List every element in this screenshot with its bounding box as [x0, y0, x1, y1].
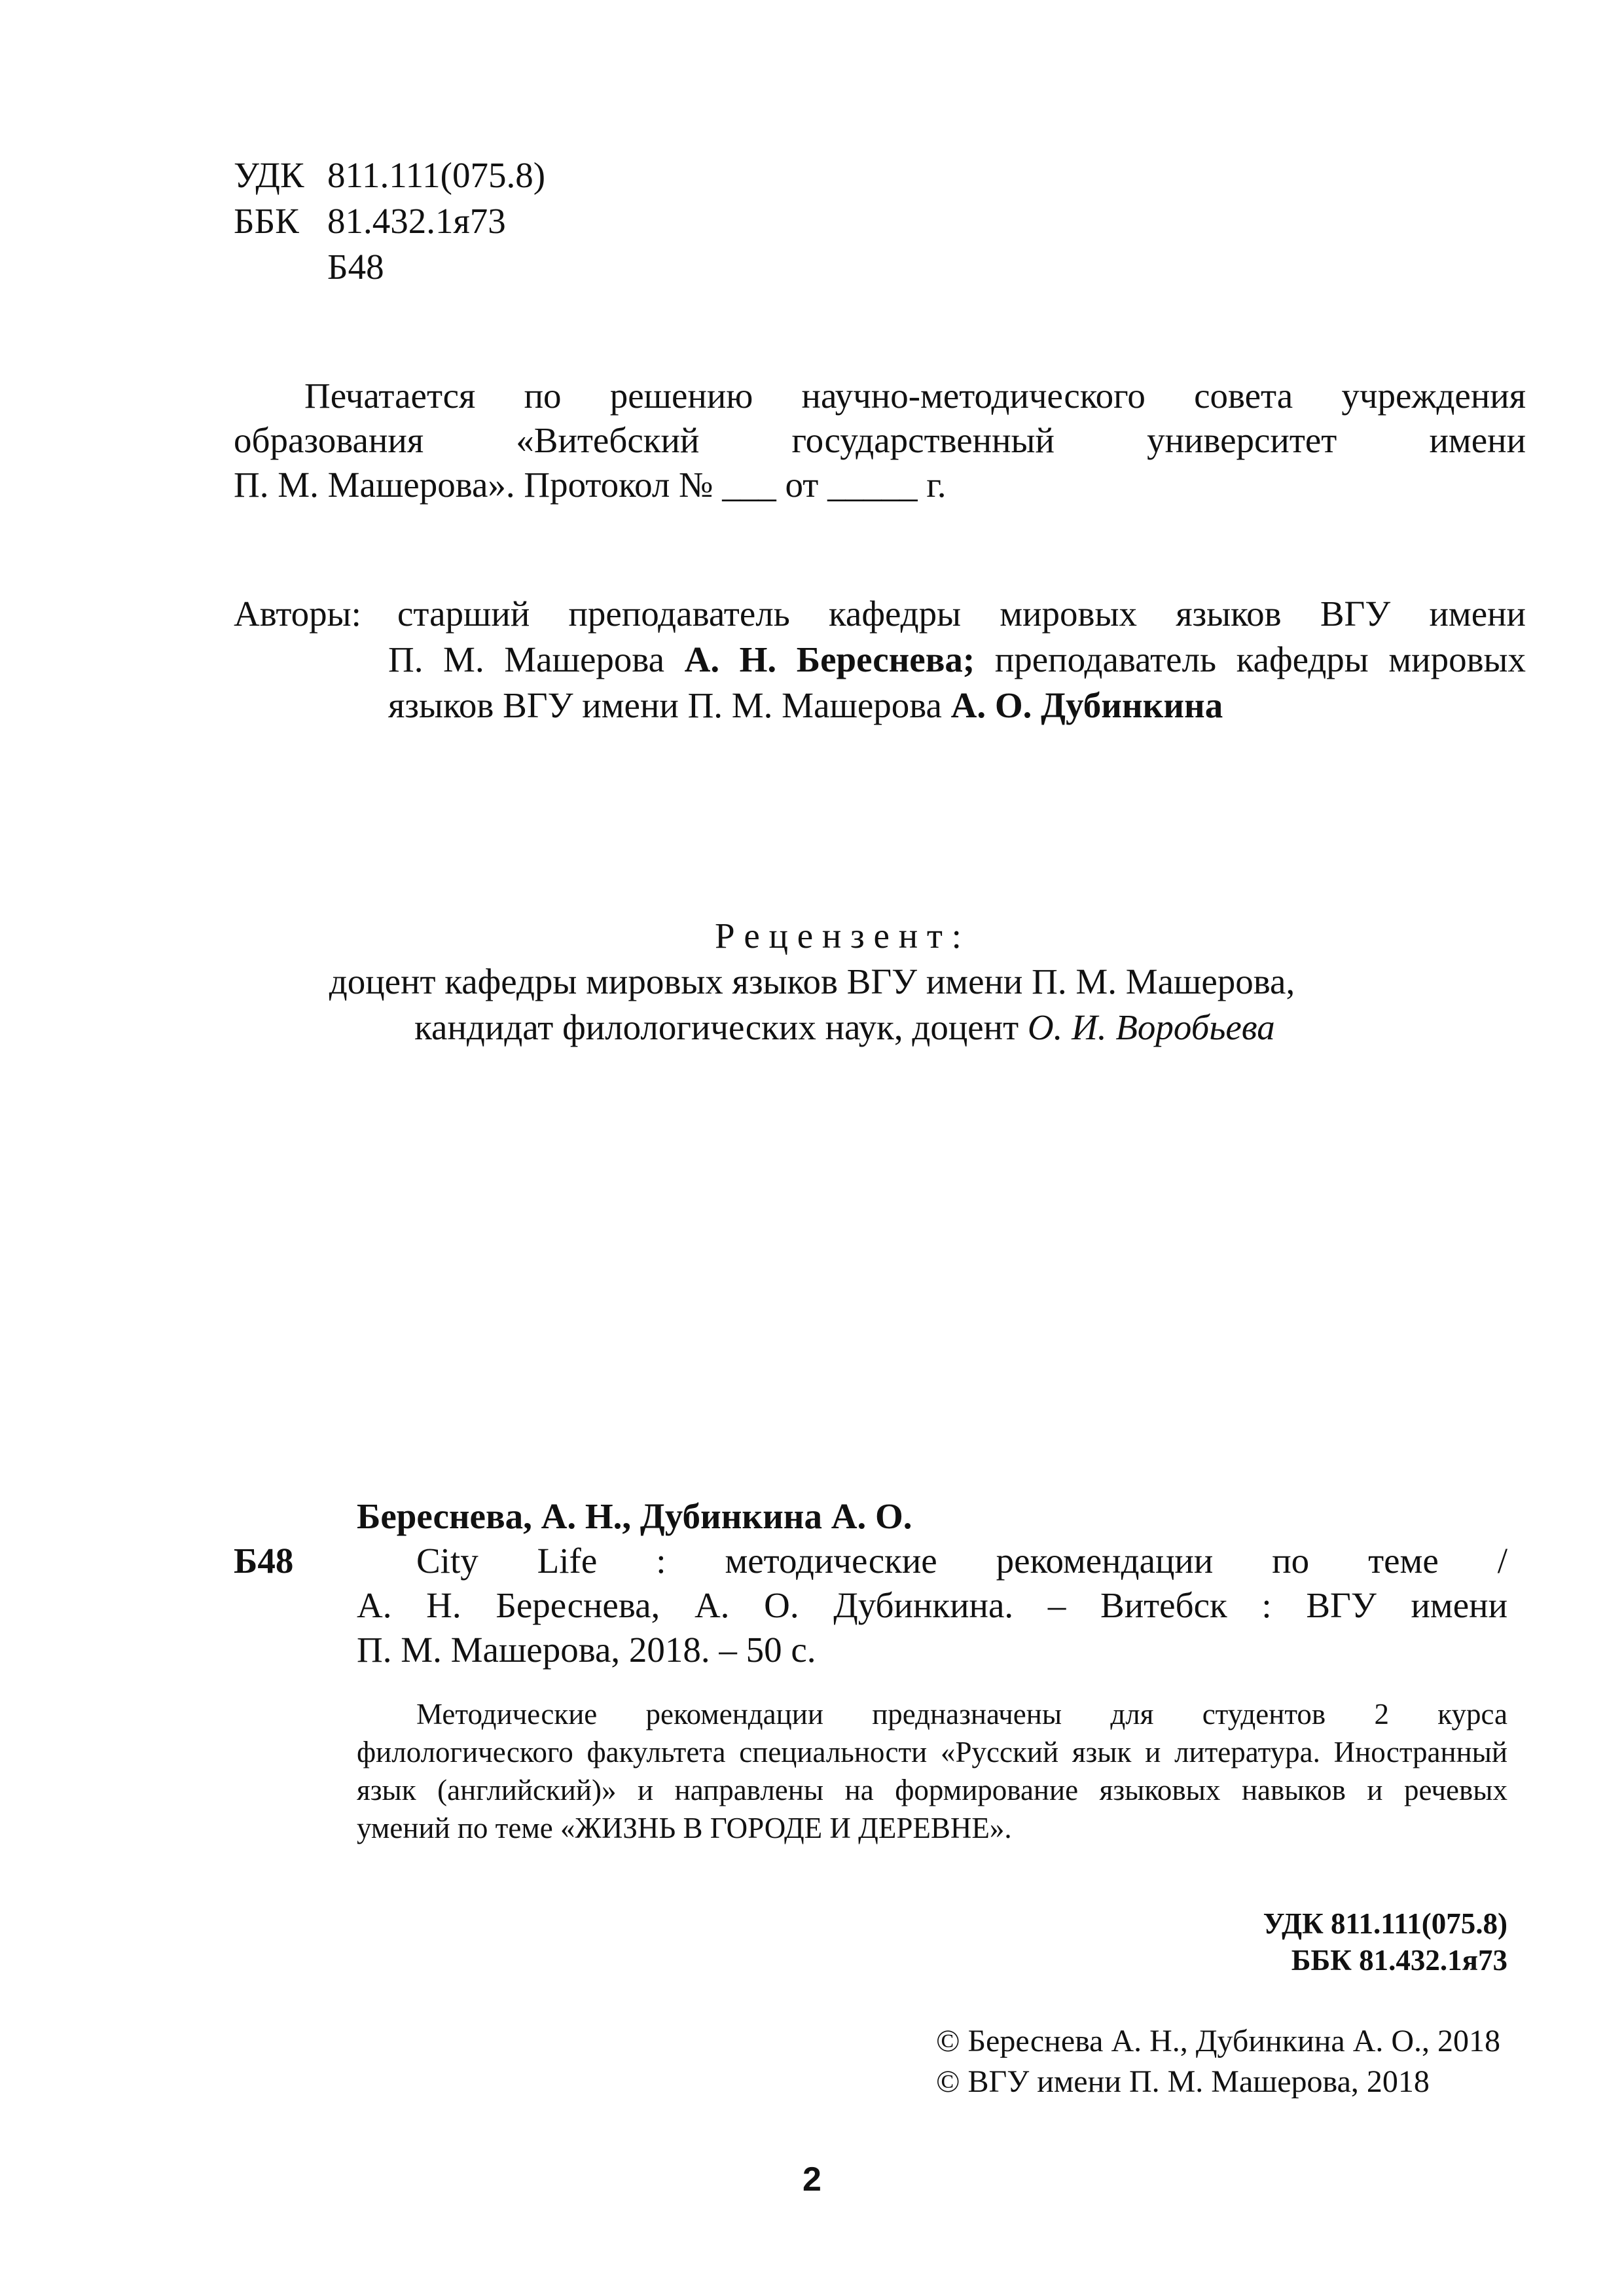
udk-value: 811.111(075.8)	[327, 155, 546, 195]
annotation-line-2: филологического факультета специальности «Русский язык и литература. Иностранный	[357, 1736, 1507, 1768]
copyright-line-1: © Береснева А. Н., Дубинкина А. О., 2018	[936, 2024, 1501, 2058]
page-number: 2	[803, 2161, 821, 2198]
reviewer-line-1: доцент кафедры мировых языков ВГУ имени П. М. Машерова,	[329, 961, 1295, 1001]
bbk-label: ББК	[234, 201, 299, 241]
bib-line-3: П. М. Машерова, 2018. – 50 с.	[357, 1630, 816, 1670]
classification-bbk: ББК 81.432.1я73	[1291, 1944, 1507, 1977]
authors-line-3-pre: языков ВГУ имени П. М. Машерова	[388, 685, 942, 725]
approval-line-3: П. М. Машерова». Протокол № ___ от _____ г.	[234, 465, 947, 505]
reviewer-name: О. И. Воробьева	[1027, 1007, 1275, 1047]
bib-line-1: City Life : методические рекомендации по теме /	[416, 1541, 1507, 1581]
classification-udk: УДК 811.111(075.8)	[1263, 1907, 1507, 1940]
annotation-line-4: умений по теме «ЖИЗНЬ В ГОРОДЕ И ДЕРЕВНЕ».	[357, 1812, 1012, 1844]
author-1-name: А. Н. Береснева;	[684, 639, 975, 679]
udk-label: УДК	[234, 155, 304, 195]
authors-line-3	[388, 683, 1223, 728]
authors-line-2-post: преподаватель кафедры мировых	[994, 639, 1526, 679]
authors-line-2	[388, 637, 1526, 683]
authors-line-2-pre: П. М. Машерова	[388, 639, 665, 679]
reviewer-line-2	[0, 1005, 1624, 1050]
authors-line-1: старший преподаватель кафедры мировых языков ВГУ имени	[397, 594, 1526, 634]
author-2-name: А. О. Дубинкина	[950, 685, 1223, 725]
bib-authors: Береснева, А. Н., Дубинкина А. О.	[357, 1496, 912, 1536]
bib-code: Б48	[234, 1541, 294, 1581]
approval-line-2: образования «Витебский государственный университет имени	[234, 420, 1526, 460]
catalog-code: Б48	[327, 247, 384, 287]
reviewer-heading: Р е ц е н з е н т :	[715, 916, 962, 956]
annotation-line-1: Методические рекомендации предназначены для студентов 2 курса	[416, 1698, 1507, 1731]
annotation-line-3: язык (английский)» и направлены на формирование языковых навыков и речевых	[357, 1774, 1507, 1806]
bbk-value: 81.432.1я73	[327, 201, 506, 241]
reviewer-title: кандидат филологических наук, доцент	[414, 1007, 1019, 1047]
bib-line-2: А. Н. Береснева, А. О. Дубинкина. – Витебск : ВГУ имени	[357, 1585, 1507, 1625]
authors-label: Авторы:	[234, 594, 361, 634]
approval-line-1: Печатается по решению научно-методического совета учреждения	[304, 376, 1526, 416]
copyright-line-2: © ВГУ имени П. М. Машерова, 2018	[936, 2064, 1430, 2099]
